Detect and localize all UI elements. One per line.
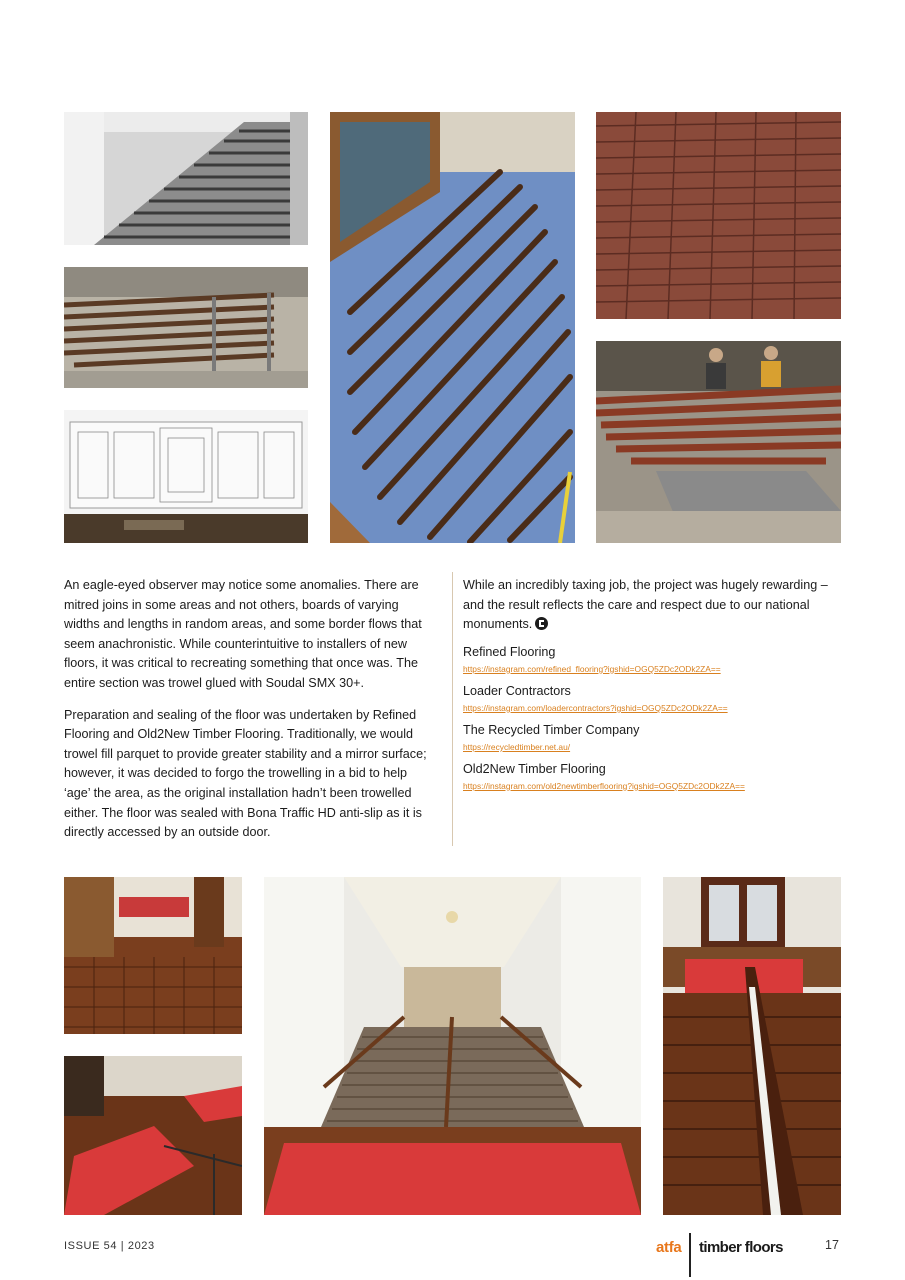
- contact-block: [463, 760, 841, 793]
- photo-floor-plan: [64, 410, 308, 543]
- photo-finished-red-inlay: [64, 1056, 242, 1215]
- end-of-article-icon: [535, 617, 548, 630]
- logo-atfa-text: atfa: [656, 1238, 682, 1256]
- contact-link[interactable]: https://recycledtimber.net.au/: [463, 741, 571, 752]
- contact-name: Refined Flooring: [463, 644, 556, 659]
- contact-block: [463, 721, 841, 754]
- logo-title-text: timber floors: [698, 1238, 783, 1256]
- body-paragraph: Preparation and sealing of the floor was undertaken by Refined Flooring and Old2New Timber Flooring. Traditionally, we would trowel fill parquet to provide greater stability and a mirror surface; however, it was decided to forgo the trowelling in a bid to help ‘age’ the area, as the original installation hadn’t been trowelled either. The floor was sealed with Bona Traffic HD anti-slip as it is directly accessed by an outside door.: [64, 707, 427, 840]
- contact-name: Old2New Timber Flooring: [463, 761, 606, 776]
- contact-block: [463, 643, 841, 676]
- photo-grand-staircase-finished: [264, 877, 641, 1215]
- page-number: 17: [825, 1238, 839, 1252]
- logo-divider: [689, 1233, 691, 1277]
- contact-block: [463, 682, 841, 715]
- issue-label: ISSUE 54 | 2023: [64, 1240, 155, 1252]
- photo-staircase-bw: [64, 112, 308, 245]
- article-column-right: [463, 576, 841, 799]
- body-paragraph: An eagle-eyed observer may notice some anomalies. There are mitred joins in some areas and not others, boards of varying widths and lengths in random areas, and some border flows that seem anachronistic. While counterintuitive to installers of new floors, it was critical to recreating something that once was. The entire section was trowel glued with Soudal SMX 30+.: [64, 578, 422, 690]
- photo-boards-on-blue-blankets: [330, 112, 575, 543]
- magazine-logo: [656, 1232, 783, 1262]
- contact-name: Loader Contractors: [463, 683, 571, 698]
- photo-finished-parquet-corridor: [64, 877, 242, 1034]
- contact-name: The Recycled Timber Company: [463, 722, 640, 737]
- article-column-left: [64, 576, 436, 855]
- photo-timber-stack-trolley: [64, 267, 308, 388]
- contact-link[interactable]: https://instagram.com/loadercontractors?igshid=OGQ5ZDc2ODk2ZA==: [463, 702, 728, 713]
- photo-stair-handrail-view: [663, 877, 841, 1215]
- photo-stacked-timber-ends: [596, 112, 841, 319]
- contact-link[interactable]: https://instagram.com/refined_flooring?igshid=OGQ5ZDc2ODk2ZA==: [463, 663, 721, 674]
- contact-link[interactable]: https://instagram.com/old2newtimberflooring?igshid=OGQ5ZDc2ODk2ZA==: [463, 780, 745, 791]
- photo-workers-with-timber: [596, 341, 841, 543]
- body-paragraph: While an incredibly taxing job, the project was hugely rewarding – and the result reflects the care and respect due to our national monuments.: [463, 578, 828, 632]
- column-divider: [452, 572, 453, 846]
